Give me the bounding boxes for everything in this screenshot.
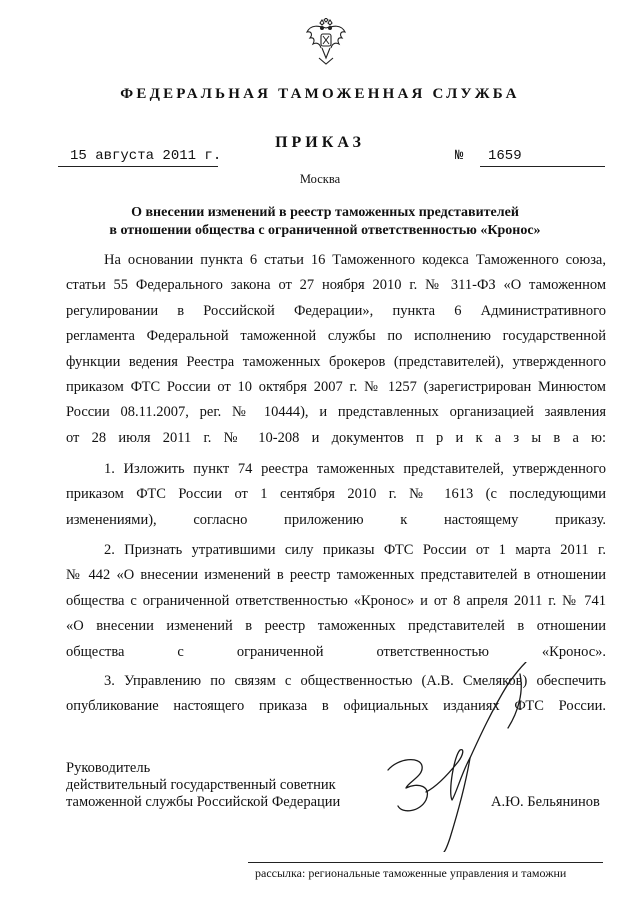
paragraph-item-1: 1. Изложить пункт 74 реестра таможенных представителей, утвержденного приказом ФТС России от 1 сентября 2010 г. № 1613 (с последующими изменениями), согласно приложению к настоящему приказу.: [66, 461, 606, 528]
order-date: 15 августа 2011 г.: [70, 148, 222, 164]
handwritten-signature: [368, 662, 568, 852]
document-type: ПРИКАЗ: [275, 134, 365, 151]
paragraph-item-2: 2. Признать утратившими силу приказы ФТС России от 1 марта 2011 г. № 442 «О внесении изменений в реестр таможенных представителей в отношении общества с ограниченной ответственностью «Кронос» и от 8 апреля 2011 г. № 741 «О внесении изменений в реестр таможенных представителей в отношении общества с ограниченной ответственностью «Кронос».: [66, 542, 606, 660]
signatory-name: А.Ю. Бельянинов: [491, 794, 600, 810]
distribution-list: рассылка: региональные таможенные управления и таможни: [255, 866, 567, 880]
order-number: 1659: [488, 148, 522, 164]
agency-name: ФЕДЕРАЛЬНАЯ ТАМОЖЕННАЯ СЛУЖБА: [120, 86, 520, 102]
signatory-position: Руководитель действительный государственный советник таможенной службы Российской Федерации: [66, 760, 341, 810]
number-sign: №: [455, 148, 464, 164]
document-heading: О внесении изменений в реестр таможенных представителей в отношении общества с ограниченной ответственностью «Кронос»: [109, 205, 541, 238]
date-underline: [58, 166, 218, 167]
city: Москва: [299, 172, 341, 186]
distribution-rule: [248, 862, 603, 863]
coat-of-arms-icon: [305, 18, 347, 66]
paragraph-item-3: 3. Управлению по связям с общественностью (А.В. Смеляков) обеспечить опубликование настоящего приказа в официальных изданиях ФТС России.: [66, 673, 606, 715]
paragraph-preamble: На основании пункта 6 статьи 16 Таможенного кодекса Таможенного союза, статьи 55 Федерального закона от 27 ноября 2010 г. № 311-ФЗ «О таможенном регулировании в Российской Федерации», пункта 6 Административного регламента Федеральной таможенной службы по исполнению государственной функции ведения Реестра таможенных брокеров (представителей), утвержденного приказом ФТС России от 10 октября 2007 г. № 1257 (зарегистрирован Минюстом России 08.11.2007, рег. № 10444), и представленных организацией заявления от 28 июля 2011 г. № 10-208 и документов п р и к а з ы в а ю:: [66, 252, 606, 446]
number-underline: [480, 166, 605, 167]
